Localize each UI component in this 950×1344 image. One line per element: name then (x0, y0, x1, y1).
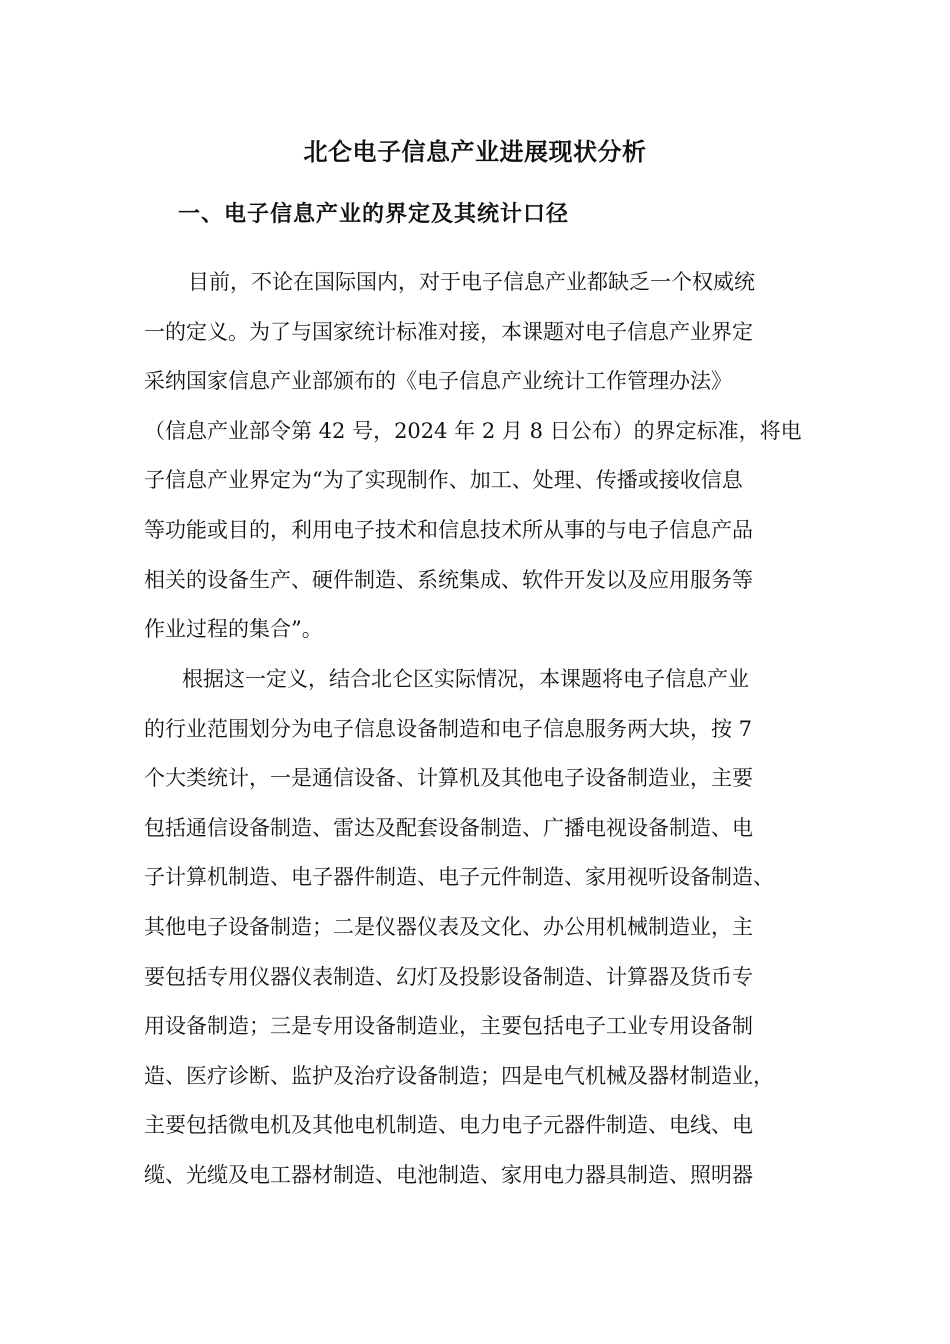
paragraph-line: 造、医疗诊断、监护及治疗设备制造；四是电气机械及器材制造业， (144, 1063, 774, 1088)
paragraph-line: 相关的设备生产、硬件制造、系统集成、软件开发以及应用服务等 (144, 567, 753, 592)
paragraph-scope (144, 655, 824, 1201)
paragraph-line: 采纳国家信息产业部颁布的《电子信息产业统计工作管理办法》 (144, 369, 732, 394)
paragraph-line: （信息产业部令第 42 号，2024 年 2 月 8 日公布）的界定标准，将电 (144, 418, 802, 443)
paragraph-line: 其他电子设备制造；二是仪器仪表及文化、办公用机械制造业，主 (144, 914, 753, 939)
paragraph-line: 主要包括微电机及其他电机制造、电力电子元器件制造、电线、电 (144, 1113, 753, 1138)
page-title: 北仑电子信息产业进展现状分析 (303, 138, 647, 166)
paragraph-line: 作业过程的集合”。 (144, 617, 323, 642)
paragraph-line: 子信息产业界定为“为了实现制作、加工、处理、传播或接收信息 (144, 468, 743, 493)
paragraph-line: 要包括专用仪器仪表制造、幻灯及投影设备制造、计算器及货币专 (144, 964, 753, 989)
paragraph-line: 的行业范围划分为电子信息设备制造和电子信息服务两大块，按 7 (144, 716, 753, 741)
paragraph-line: 等功能或目的，利用电子技术和信息技术所从事的与电子信息产品 (144, 517, 753, 542)
paragraph-definition (144, 258, 824, 655)
paragraph-line: 包括通信设备制造、雷达及配套设备制造、广播电视设备制造、电 (144, 815, 753, 840)
paragraph-line: 目前，不论在国际国内，对于电子信息产业都缺乏一个权威统 (188, 270, 755, 294)
paragraph-line: 根据这一定义，结合北仑区实际情况，本课题将电子信息产业 (182, 667, 749, 691)
paragraph-line: 个大类统计，一是通信设备、计算机及其他电子设备制造业，主要 (144, 766, 753, 791)
paragraph-line: 用设备制造；三是专用设备制造业，主要包括电子工业专用设备制 (144, 1014, 753, 1039)
paragraph-line: 子计算机制造、电子器件制造、电子元件制造、家用视听设备制造、 (144, 865, 774, 890)
paragraph-line: 一的定义。为了与国家统计标准对接，本课题对电子信息产业界定 (144, 319, 753, 344)
section-heading: 一、电子信息产业的界定及其统计口径 (178, 202, 570, 227)
paragraph-line: 缆、光缆及电工器材制造、电池制造、家用电力器具制造、照明器 (144, 1162, 753, 1187)
